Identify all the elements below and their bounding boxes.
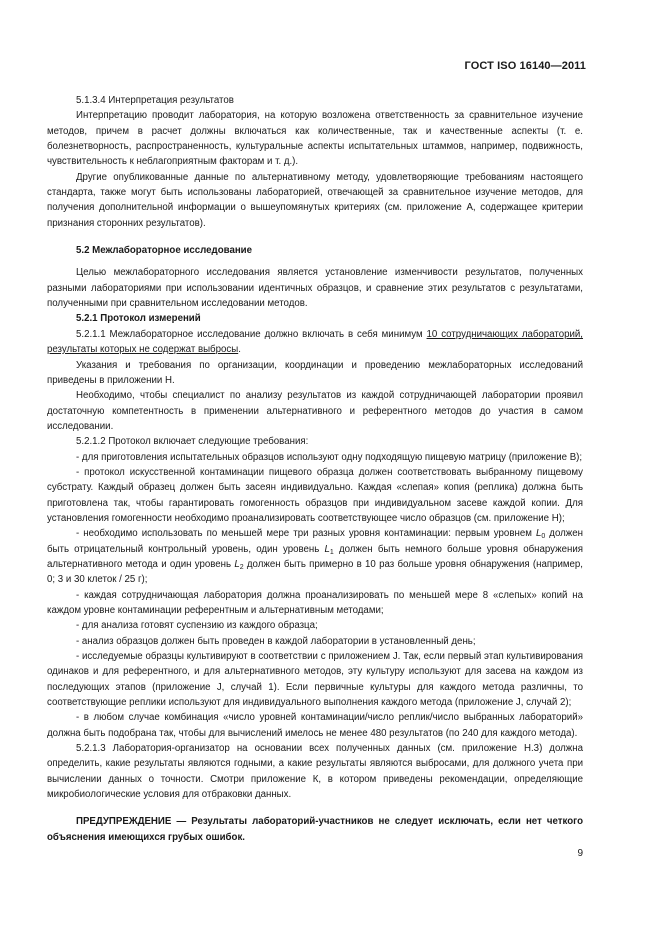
paragraph-5-2-1-1 bbox=[47, 327, 583, 358]
paragraph-5-2-1-3: 5.2.1.3 Лаборатория-организатор на основании всех полученных данных (см. приложение Н.3) должна определить, какие результаты являются годными, а какие результаты являются выбросами, для должного учета при вычислении данных о точности. Смотри приложение К, в котором приведены рекомендации, определяющие микробиологические условия для отбраковки данных. bbox=[47, 743, 583, 801]
section-heading-5-2-1: 5.2.1 Протокол измерений bbox=[76, 313, 201, 325]
section-heading-5-2: 5.2 Межлабораторное исследование bbox=[76, 245, 253, 257]
list-item: - для приготовления испытательных образцов используют одну подходящую пищевую матрицу (приложение В); bbox=[76, 451, 583, 463]
page-number: 9 bbox=[577, 848, 583, 859]
list-item-contamination-levels bbox=[47, 526, 583, 587]
level-subscript: 2 bbox=[239, 563, 244, 571]
level-symbol: L bbox=[324, 543, 330, 555]
text-run: 5.2.1.1 Межлабораторное исследование должно включать в себя минимум bbox=[76, 328, 427, 340]
level-subscript: 0 bbox=[541, 533, 546, 541]
standard-designation: ГОСТ ISO 16140—2011 bbox=[464, 60, 586, 72]
text-run: должен быть немного больше уровня обнаружения альтернативного метода и один уровень bbox=[47, 543, 583, 570]
section-title-5-1-3-4: 5.1.3.4 Интерпретация результатов bbox=[76, 95, 234, 106]
level-subscript: 1 bbox=[329, 548, 334, 556]
paragraph: Указания и требования по организации, координации и проведению межлабораторных исследований приведены в приложении Н. bbox=[47, 359, 583, 386]
text-run: должен быть примерно в 10 раз больше уровня обнаружения (например, 0; 3 и 30 клеток / 25 г); bbox=[47, 558, 583, 586]
paragraph: Целью межлабораторного исследования является установление изменчивости результатов, полученных разными лабораториями при использовании идентичных образцов, и сравнение этих результатов с результатами, полученными при сравнительном исследовании методов. bbox=[47, 267, 583, 310]
warning-note: ПРЕДУПРЕЖДЕНИЕ — Результаты лабораторий-участников не следует исключать, если нет четкого объяснения имеющихся грубых ошибок. bbox=[47, 816, 583, 843]
paragraph-5-2-1-2: 5.2.1.2 Протокол включает следующие требования: bbox=[76, 436, 309, 448]
text-run: - необходимо использовать по меньшей мере три разных уровня контаминации: первым уровнем bbox=[76, 528, 536, 540]
underlined-requirement: 10 сотрудничающих лабораторий, результаты которых не содержат выбросы bbox=[47, 328, 583, 356]
list-item: - анализ образцов должен быть проведен в каждой лаборатории в установленный день; bbox=[76, 635, 476, 647]
text-run: должен быть отрицательный контрольный уровень, один уровень bbox=[47, 528, 583, 555]
list-item: - каждая сотрудничающая лаборатория должна проанализировать по меньшей мере 8 «слепых» копий на каждом уровне контаминации референтным и альтернативным методами; bbox=[47, 589, 583, 616]
paragraph: Интерпретацию проводит лаборатория, на которую возложена ответственность за сравнительное изучение методов, причем в расчет должны включаться как количественные, так и качественные аспекты (т. е. болезнетворность, распространенность, культуральные аспекты испытательных штаммов, например, подвижность, чувствительность к неблагоприятным факторам и т. д.). bbox=[47, 110, 583, 168]
list-item: - протокол искусственной контаминации пищевого образца должен соответствовать выбранному пищевому субстрату. Каждый образец должен быть засеян индивидуально. Каждая «слепая» копия (реплика) должна быть приготовлена так, чтобы гарантировать гомогенность образцов при индивидуальном засеве каждой копии. Для установления гомогенности необходимо проанализировать соответствующее число образцов (см. приложение Н); bbox=[47, 466, 583, 524]
paragraph: Необходимо, чтобы специалист по анализу результатов из каждой сотрудничающей лаборатории проявил достаточную компетентность в применении альтернативного и референтного методов до участия в самом исследовании. bbox=[47, 390, 583, 432]
text-run: . bbox=[238, 344, 241, 356]
list-item: - в любом случае комбинация «число уровней контаминации/число реплик/число выбранных лабораторий» должна быть подобрана так, чтобы для вычислений имелось не менее 480 результатов (по 240 для каждого метода). bbox=[47, 712, 583, 739]
document-body bbox=[47, 93, 583, 845]
list-item: - для анализа готовят суспензию из каждого образца; bbox=[76, 620, 318, 632]
list-item: - исследуемые образцы культивируют в соответствии с приложением J. Так, если первый этап культивирования одинаков и для референтного, и для альтернативного методов, эту культуру используют для засева на каждом из последующих этапов (приложение J, случай 1). Если первичные культуры для каждого метода различны, то соответствующие реплики используют для индивидуального выполнения каждого метода (приложение J, случай 2); bbox=[47, 651, 583, 709]
level-symbol: L bbox=[234, 558, 240, 570]
level-symbol: L bbox=[535, 528, 542, 540]
paragraph: Другие опубликованные данные по альтернативному методу, удовлетворяющие требованиям настоящего стандарта, также могут быть использованы лабораторией, отвечающей за сравнительное изучение методов, для получения дополнительной информации о вышеупомянутых критериях (см. приложение А, содержащее критерии признания сторонних результатов). bbox=[47, 171, 583, 229]
